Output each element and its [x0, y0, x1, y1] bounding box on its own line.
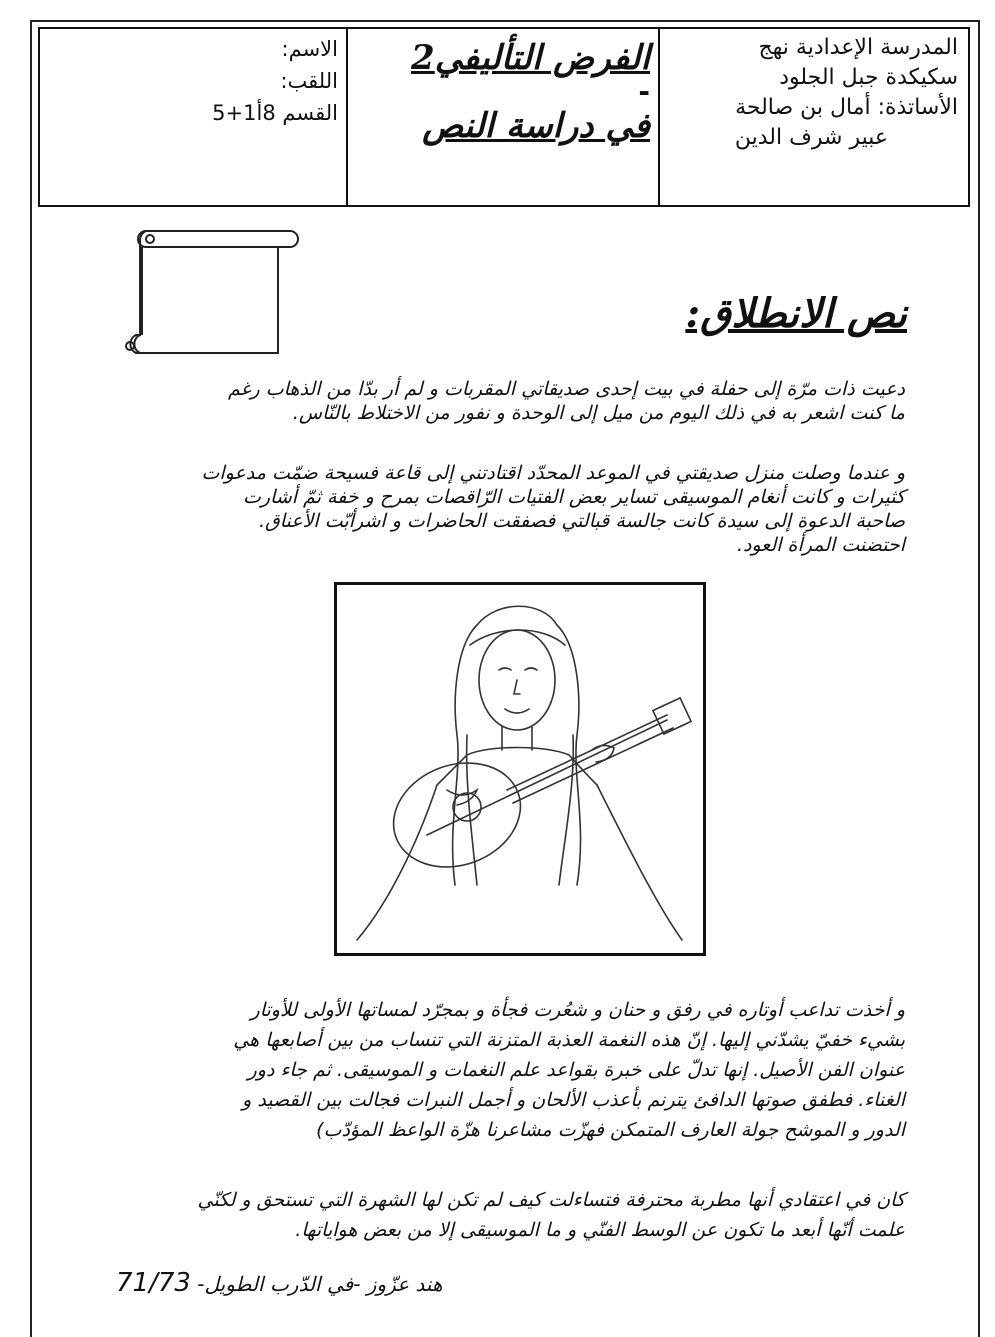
paragraph-4 — [125, 1185, 905, 1245]
section-title: نص الانطلاق: — [685, 290, 907, 337]
woman-playing-oud-illustration — [334, 582, 706, 956]
header-table — [38, 27, 970, 207]
text-line: كان في اعتقادي أنها مطربة محترفة فتساءلت كيف لم تكن لها الشهرة التي تستحق و لكنّي — [197, 1189, 905, 1211]
school-info-cell — [658, 29, 968, 205]
class-label: القسم 8أ1+5 — [212, 101, 338, 125]
exam-subtitle: في دراسة النص — [422, 106, 650, 146]
exam-title: الفرض التأليفي2 — [411, 38, 650, 78]
paragraph-2 — [125, 461, 905, 557]
school-name-line1: المدرسة الإعدادية نهج — [758, 35, 958, 60]
text-line: علمت أنّها أبعد ما تكون عن الوسط الفنّي و ما الموسيقى إلا من بعض هواياتها. — [295, 1219, 905, 1241]
name-label: الاسم: — [281, 37, 338, 61]
text-line: كثيرات و كانت أنغام الموسيقى تساير بعض الفتيات الرّاقصات بمرح و خفة ثمّ أشارت — [242, 486, 905, 508]
teacher-line2: عبير شرف الدين — [734, 125, 888, 150]
student-info-cell — [40, 29, 346, 205]
oud-player-drawing — [337, 585, 703, 953]
text-line: بشيء خفيّ يشدّني إليها. إنّ هذه النغمة العذبة المتزنة التي تنساب من بين أصابعها هي — [233, 1029, 905, 1051]
text-line: الدور و الموشح جولة العارف المتمكن فهزّت مشاعرنا هزّة الواعظ المؤدّب) — [316, 1119, 905, 1141]
text-line: عنوان الفن الأصيل. إنها تدلّ على خبرة بقواعد علم النغمات و الموسيقى. ثم جاء دور — [247, 1059, 905, 1081]
text-line: صاحبة الدعوة إلى سيدة كانت جالسة قبالتي فصفقت الحاضرات و اشرأبّت الأعناق. — [258, 510, 905, 532]
text-line: و أخذت تداعب أوتاره في رفق و حنان و شعُرت فجأة و بمجرّد لمساتها الأولى للأوتار — [250, 999, 905, 1021]
source-citation — [116, 1268, 443, 1298]
text-line: الغناء. فطفق صوتها الدافئ يترنم بأعذب الألحان و أجمل النبرات فجالت بين القصيد و — [242, 1089, 905, 1111]
exam-title-cell — [346, 29, 658, 205]
source-text: هند عزّوز -في الدّرب الطويل- — [197, 1272, 443, 1296]
school-name-line2: سكيكدة جبل الجلود — [779, 65, 958, 90]
exam-title-dash: - — [638, 75, 650, 108]
text-line: و عندما وصلت منزل صديقتي في الموعد المحدّد اقتادتني إلى قاعة فسيحة ضمّت مدعوات — [201, 462, 905, 484]
surname-label: اللقب: — [280, 69, 338, 93]
text-line: احتضنت المرأة العود. — [736, 534, 905, 556]
text-line: دعيت ذات مرّة إلى حفلة في بيت إحدى صديقاتي المقربات و لم أر بدّا من الذهاب رغم — [227, 378, 905, 400]
paragraph-1 — [125, 377, 905, 425]
text-line: ما كنت اشعر به في ذلك اليوم من ميل إلى الوحدة و نفور من الاختلاط بالنّاس. — [292, 402, 905, 424]
teacher-line1: الأساتذة: أمال بن صالحة — [735, 95, 958, 120]
scroll-icon — [118, 225, 300, 370]
source-pages: 71/73 — [116, 1268, 191, 1298]
paragraph-3 — [125, 995, 905, 1145]
